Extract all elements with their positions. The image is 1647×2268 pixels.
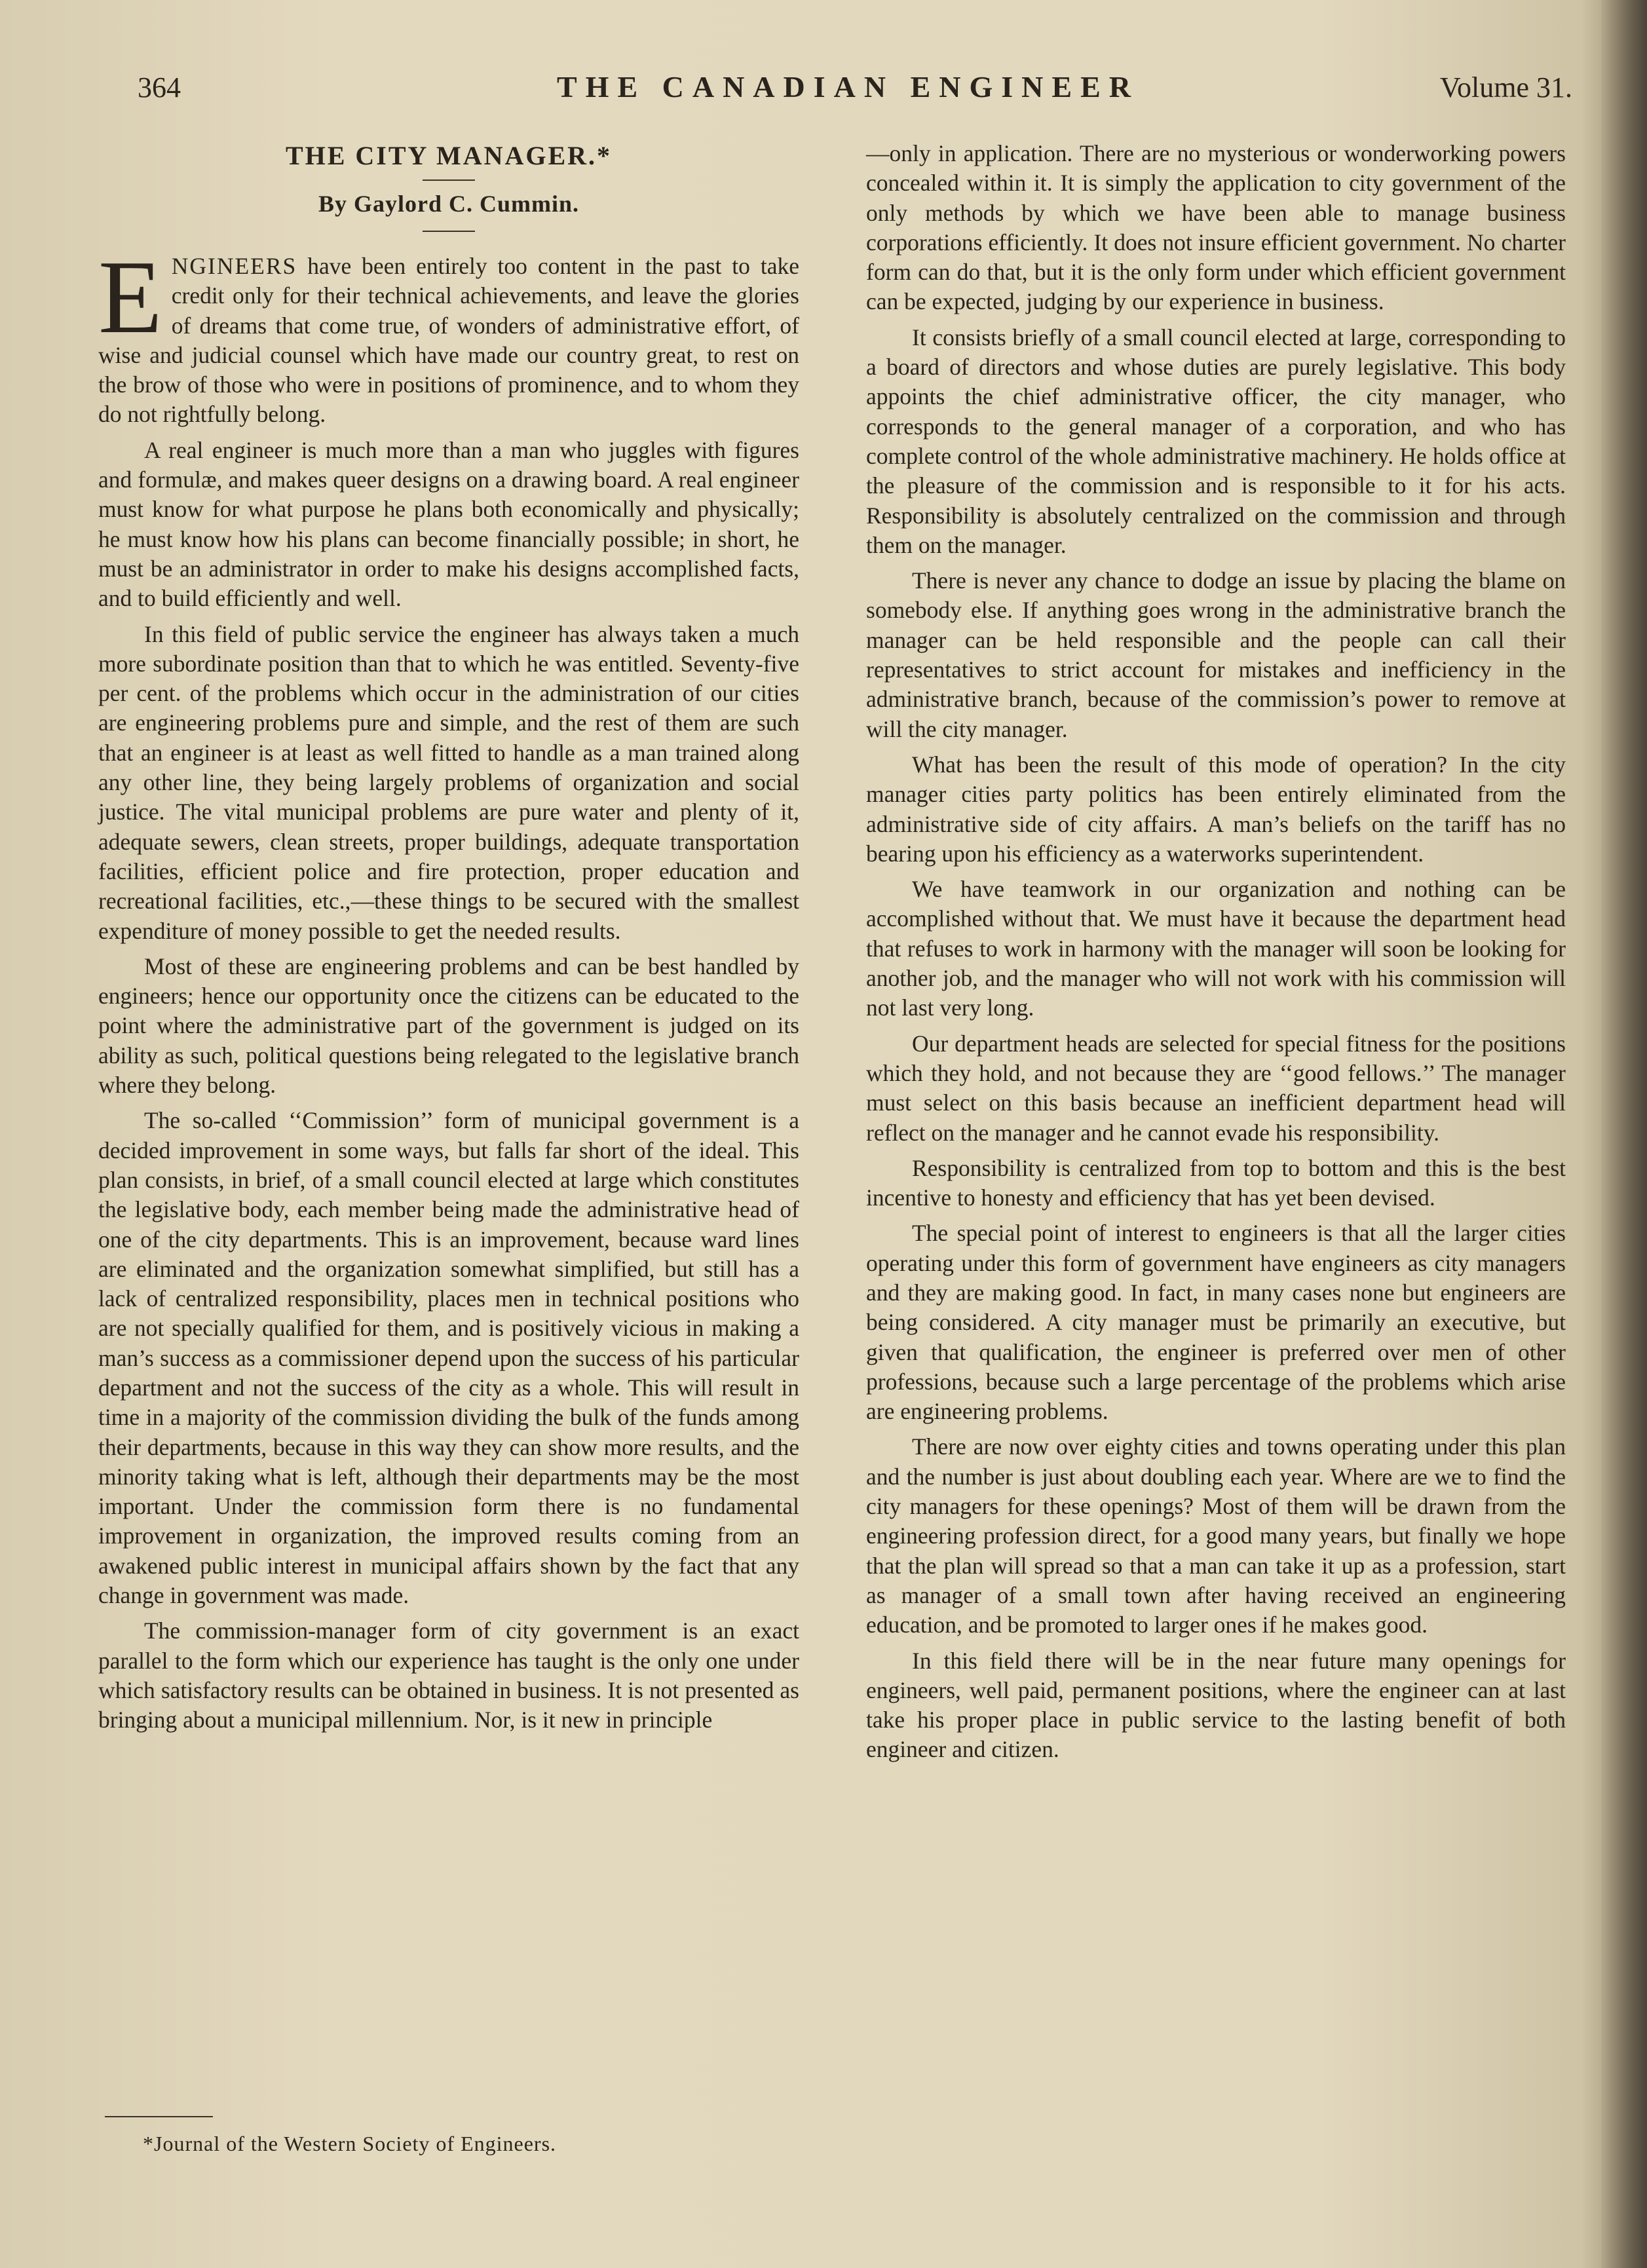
paragraph: A real engineer is much more than a man who juggles with figures and formulæ, and makes queer designs on a drawing board. A real engineer must know for what purpose he plans both economically and physically; he must know how his plans can become financially possible; in short, he must be an administrator in order to make his designs accomplished facts, and to build efficiently and well. <box>98 436 799 612</box>
first-word: NGINEERS <box>171 253 297 279</box>
paragraph: —only in application. There are no mysterious or wonderworking powers concealed within it. It is simply the application to city government of the only methods by which we have been able to manage business corporations efficiently. It does not insure efficient government. No charter form can do that, but it is the only form under which efficient government can be expected, judging by our experience in business. <box>866 140 1566 315</box>
article-title: THE CITY MANAGER.* <box>285 141 613 170</box>
journal-title: THE CANADIAN ENGINEER <box>557 70 1139 104</box>
paragraph: It consists briefly of a small council elected at large, corresponding to a board of directors and whose duties are purely legislative. This body appoints the chief administrative officer, the city manager, who corresponds to the general manager of a corporation, and who has complete control of the whole administrative machinery. He holds office at the pleasure of the commission and is responsible to it for his acts. Responsibility is absolutely centralized on the commission and through them on the manager. <box>866 324 1566 558</box>
paragraph: There is never any chance to dodge an issue by placing the blame on somebody else. If anything goes wrong in the administrative branch the manager can be held responsible and the people can call their representatives to strict account for mistakes and inefficiency in the administrative branch, because of the commission’s power to remove at will the city manager. <box>866 567 1566 742</box>
binding-shadow <box>1601 0 1647 2268</box>
byline-rule <box>423 231 475 232</box>
paragraph: The commission-manager form of city government is an exact parallel to the form which our experience has taught is the only one under which satisfactory results can be obtained in business. It is not presented as bringing about a municipal millennium. Nor, is it new in principle <box>98 1617 799 1733</box>
paragraph: In this field there will be in the near future many openings for engineers, well paid, permanent positions, where the engineer can at last take his proper place in public service to the lasting benefit of both engineer and citizen. <box>866 1647 1566 1763</box>
paragraph: There are now over eighty cities and towns operating under this plan and the number is just about doubling each year. Where are we to find the city managers for these openings? Most of them will be drawn from the engineering profession direct, for a good many years, but finally we hope that the plan will spread so that a man can take it up as a profession, start as manager of a small town after having received an engineering education, and be promoted to larger ones if he makes good. <box>866 1433 1566 1638</box>
paragraph: Most of these are engineering problems and can be best handled by engineers; hence our opportunity once the citizens can be educated to the point where the administrative part of the government is judged on its ability as such, political questions being relegated to the legislative branch where they belong. <box>98 953 799 1099</box>
right-column <box>866 139 1566 1765</box>
page-header <box>138 66 1572 111</box>
paragraph: The so-called ‘‘Commission’’ form of municipal government is a decided improvement in some ways, but falls far short of the ideal. This plan consists, in brief, of a small council elected at large which constitutes the legislative body, each member being made the administrative head of one of the city departments. This is an improvement, because ward lines are eliminated and the organization somewhat simplified, but still has a lack of centralized responsibility, places men in technical positions who are not specially qualified for them, and is positively vicious in making a man’s success as a commissioner depend upon the success of his particular department and not the success of the city as a whole. This will result in time in a majority of the commission dividing the bulk of the funds among their departments, because in this way they can show more results, and the minority taking what is left, although their departments may be the most important. Under the commission form there is no fundamental improvement in organization, the improved results coming from an awakened public interest in municipal affairs shown by the fact that any change in government was made. <box>98 1107 799 1609</box>
paragraph: Responsibility is centralized from top to bottom and this is the best incentive to honesty and efficiency that has yet been devised. <box>866 1154 1566 1211</box>
paragraph: We have teamwork in our organization and nothing can be accomplished without that. We must have it because the department head that refuses to work in harmony with the manager will soon be looking for another job, and the manager who will not work with his commission will not last very long. <box>866 876 1566 1021</box>
left-column <box>98 139 799 1735</box>
paragraph: Our department heads are selected for special fitness for the positions which they hold, and not because they are ‘‘good fellows.’’ The manager must select on this basis because an inefficient department head will reflect on the manager and he cannot evade his responsibility. <box>866 1030 1566 1146</box>
drop-cap: E <box>98 238 162 355</box>
paragraph: What has been the result of this mode of operation? In the city manager cities party politics has been entirely eliminated from the administrative side of city affairs. A man’s beliefs on the tariff has no bearing upon his efficiency as a waterworks superintendent. <box>866 751 1566 867</box>
footnote: *Journal of the Western Society of Engineers. <box>143 2132 557 2155</box>
page-number: 364 <box>138 71 181 104</box>
footnote-rule <box>105 2116 213 2117</box>
paragraph: In this field of public service the engineer has always taken a much more subordinate position than that to which he was entitled. Seventy-five per cent. of the problems which occur in the administration of our cities are engineering problems pure and simple, and the rest of them are such that an engineer is at least as well fitted to handle as a man trained along any other line, they being largely problems of organization and social justice. The vital municipal problems are pure water and plenty of it, adequate sewers, clean streets, proper buildings, adequate transportation facilities, efficient police and fire protection, proper education and recreational facilities, etc.,—these things to be secured with the smallest expenditure of money possible to get the needed results. <box>98 620 799 944</box>
paragraph-text: have been entirely too content in the past to take credit only for their technical achievements, and leave the glories of dreams that come true, of wonders of administrative effort, of wise and judicial counsel which have made our country great, to rest on the brow of those who were in positions of prominence, and to whom they do not rightfully belong. <box>98 253 799 428</box>
byline: By Gaylord C. Cummin. <box>318 191 580 217</box>
paragraph: The special point of interest to engineers is that all the larger cities operating under this form of government have engineers as city managers and they are making good. In fact, in many cases none but engineers are being considered. A city manager must be primarily an executive, but given that qualification, the engineer is preferred over men of other professions, because such a large percentage of the problems which arise are engineering problems. <box>866 1220 1566 1425</box>
volume-label: Volume 31. <box>1439 71 1572 104</box>
paragraph <box>98 238 799 430</box>
title-rule <box>423 180 475 181</box>
